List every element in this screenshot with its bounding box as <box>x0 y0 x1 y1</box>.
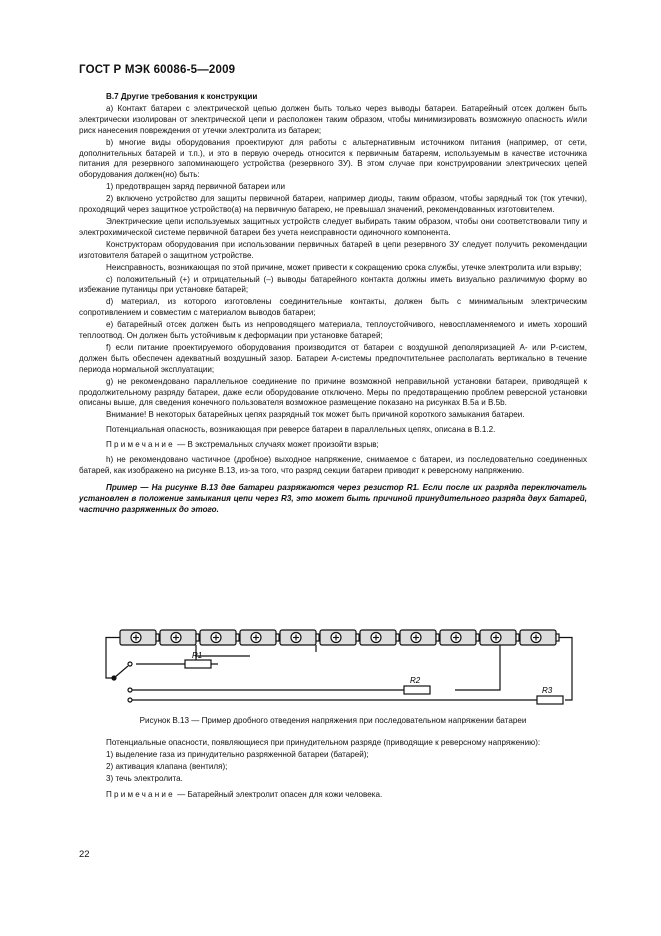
hazard-item-1: 1) выделение газа из принудительно разряженной батареи (батарей); <box>106 749 369 759</box>
battery-cell-3 <box>200 630 239 645</box>
label-r1: R1 <box>192 651 203 660</box>
note-1-text: — В экстремальных случаях может произойти взрыв; <box>174 440 379 450</box>
circuit-diagram <box>100 620 580 712</box>
paragraph-b1: 1) предотвращен заряд первичной батареи или <box>106 182 286 192</box>
resistor-r1 <box>185 660 211 668</box>
example-paragraph: Пример — На рисунке В.13 две батареи разряжаются через резистор R1. Если после их разряда переключатель установлен в положение замыкания цепи через R3, это может быть причиной принудительного разряда двух батарей, частично разряженных до этого. <box>79 482 587 514</box>
battery-cell-2 <box>160 630 199 645</box>
paragraph-a: a) Контакт батареи с электрической цепью должен быть только через выводы батареи. Батарейный отсек должен быть электрически изолирован от электрической цепи и расположен таким образом, чтобы минимизировать возможную опасность и/или риск нанесения повреждения от утечки электролита из батареи; <box>79 103 587 135</box>
battery-cell-5 <box>280 630 319 645</box>
after-figure-body <box>79 738 587 802</box>
label-r3: R3 <box>542 686 553 695</box>
section-body <box>79 92 587 517</box>
battery-cell-8 <box>400 630 439 645</box>
selector-switch <box>112 662 132 702</box>
note-2-text: — Батарейный электролит опасен для кожи человека. <box>174 789 383 799</box>
paragraph-warning: Внимание! В некоторых батарейных цепях разрядный ток может быть причиной короткого замыкания батареи. <box>106 410 525 420</box>
battery-cell-9 <box>440 630 479 645</box>
battery-cell-1 <box>120 630 159 645</box>
battery-cell-6 <box>320 630 359 645</box>
paragraph-g: g) не рекомендовано параллельное соединение по причине возможной неправильной установки батареи, приводящей к продолжительному разряду батареи, даже если оборудование отключено. Меры по предотвращению проблем реверсной установки описаны выше, для сведения конечного пользователя возможное размещение показано на рисунках В.5a и В.5b. <box>79 376 587 408</box>
circuit-wires <box>106 638 572 701</box>
paragraph-potential: Потенциальная опасность, возникающая при реверсе батареи в параллельных цепях, описана в В.1.2. <box>106 425 496 435</box>
battery-cell-10 <box>480 630 519 645</box>
paragraph-c: c) положительный (+) и отрицательный (–) выводы батарейного контакта должны иметь визуально различимую форму во избежание путаницы при установке батарей; <box>79 274 587 295</box>
note-1 <box>79 440 587 451</box>
paragraph-failure: Неисправность, возникающая по этой причине, может привести к сокращению срока службы, утечке электролита или взрыву; <box>106 262 582 272</box>
label-r2: R2 <box>410 676 421 685</box>
document-header: ГОСТ Р МЭК 60086-5—2009 <box>79 64 236 76</box>
paragraph-b2: 2) включено устройство для защиты первичной батареи, например диоды, таким образом, чтобы зарядный ток (ток утечки), проходящий через защитное устройство(а) на первичную батарею, не превышал значений, рекомендованных изготовителем. <box>79 194 587 215</box>
paragraph-designers: Конструкторам оборудования при использовании первичных батарей в цепи резервного ЗУ следует получить рекомендации изготовителя батарей о защитном устройстве. <box>79 239 587 260</box>
paragraph-b: b) многие виды оборудования проектируют для работы с альтернативным источником питания (например, от сети, дополнительных батарей и т.п.), и это в первую очередь относится к первичным батареям, используемым в качестве источника питания для резервного запоминающего устройства (резервного ЗУ). В этом случае при конструировании электрических цепей оборудования должен(но) быть: <box>79 137 587 180</box>
figure-caption: Рисунок В.13 — Пример дробного отведения напряжения при последовательном напряжении батареи <box>139 716 527 725</box>
paragraph-e: e) батарейный отсек должен быть из непроводящего материала, теплоустойчивого, невоспламеняемого и иметь хороший теплоотвод. Он должен быть устойчивым к деформации при установке батарей; <box>79 320 587 341</box>
paragraph-protective: Электрические цепи используемых защитных устройств следует выбирать таким образом, чтобы они соответствовали типу и электрохимической системе первичной батареи без учета неисправности одиночного компонента. <box>79 216 587 237</box>
battery-cell-4 <box>240 630 279 645</box>
hazards-intro: Потенциальные опасности, появляющиеся при принудительном разряде (приводящие к реверсному напряжению): <box>106 738 541 747</box>
hazard-item-3: 3) течь электролита. <box>106 773 183 783</box>
battery-cell-7 <box>360 630 399 645</box>
section-heading: В.7 Другие требования к конструкции <box>106 92 258 101</box>
note-1-label: Примечание <box>106 440 175 450</box>
paragraph-h: h) не рекомендовано частичное (дробное) выходное напряжение, снимаемое с батареи, из последовательно соединенных батарей, как изображено на рисунке В.13, из-за того, что разряд секции батареи приводит к реверсному напряжению. <box>79 455 587 475</box>
paragraph-d: d) материал, из которого изготовлены соединительные контакты, должен быть с минимальным электрическим сопротивлением и совместим с материалом выводов батареи; <box>79 297 587 318</box>
paragraph-f: f) если питание проектируемого оборудования производится от батареи с воздушной деполяризацией А- или Р-систем, должен быть обеспечен адекватный воздушный зазор. Батареи А-системы предпочтительнее располагать вертикально в течение периода нормальной эксплуатации; <box>79 342 587 374</box>
note-2-label: Примечание <box>106 789 175 799</box>
resistor-r2 <box>404 686 430 694</box>
battery-cell-11 <box>520 630 559 645</box>
resistor-r3 <box>537 696 563 704</box>
page-number: 22 <box>79 849 90 860</box>
note-2 <box>79 790 587 801</box>
hazard-item-2: 2) активация клапана (вентиля); <box>106 761 228 771</box>
